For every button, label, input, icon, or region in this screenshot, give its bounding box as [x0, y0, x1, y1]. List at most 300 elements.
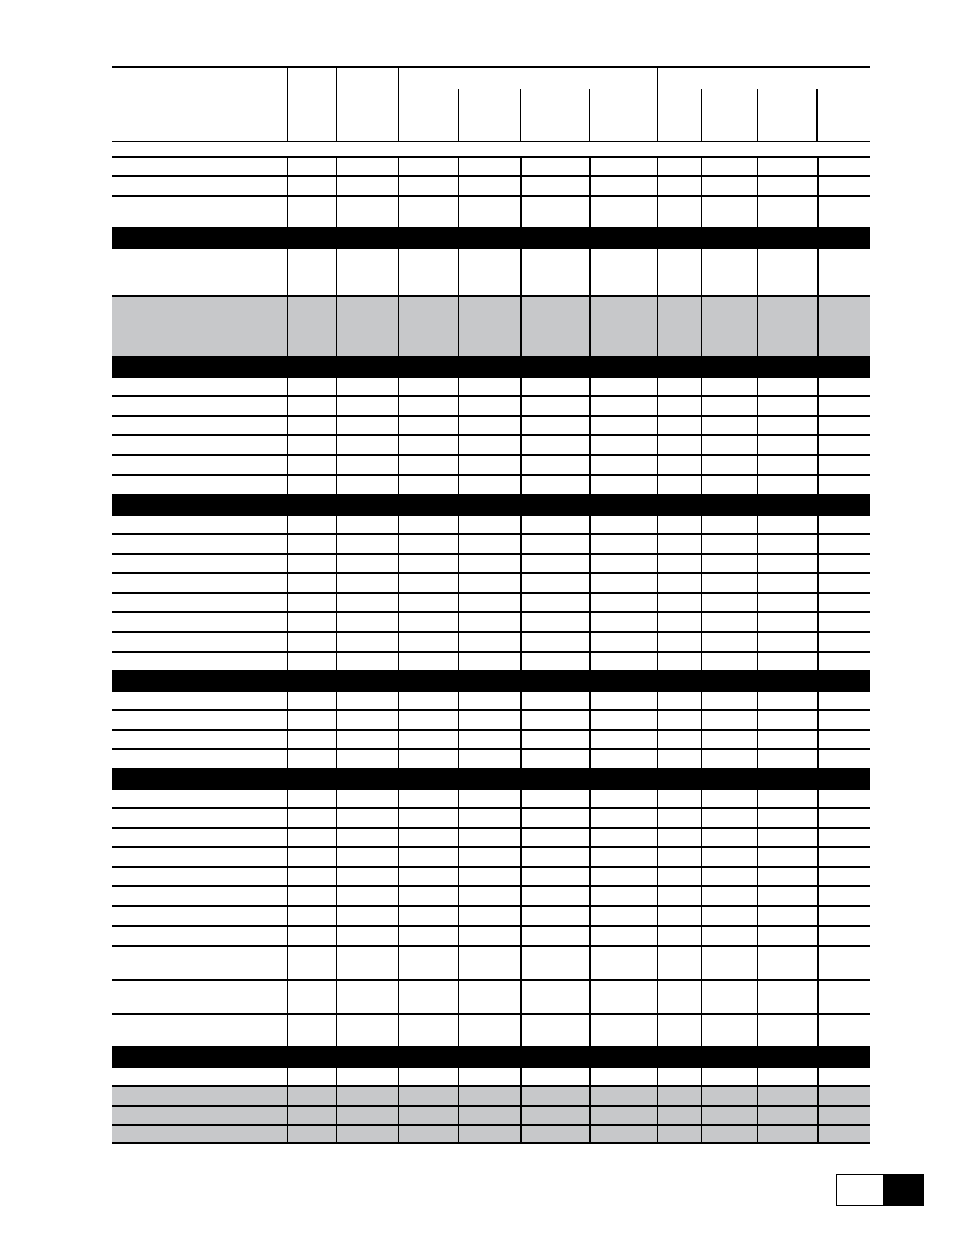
cell-divider: [657, 611, 658, 631]
cell-divider: [398, 514, 399, 533]
cell-divider: [336, 376, 337, 395]
cell-divider: [458, 295, 459, 356]
cell-divider: [701, 247, 702, 295]
cell-divider: [398, 533, 399, 553]
cell-divider: [757, 572, 758, 592]
cell-divider: [287, 1013, 288, 1046]
cell-divider: [589, 572, 591, 592]
cell-divider: [657, 533, 658, 553]
cell-divider: [287, 474, 288, 494]
cell-divider: [589, 454, 591, 474]
cell-divider: [817, 945, 819, 979]
cell-divider: [520, 1105, 522, 1124]
cell-divider: [458, 1085, 459, 1105]
cell-divider: [589, 553, 591, 572]
cell-divider: [520, 514, 522, 533]
cell-divider: [520, 945, 522, 979]
cell-divider: [458, 611, 459, 631]
cell-divider: [817, 690, 819, 709]
cell-divider: [657, 709, 658, 729]
cell-divider: [336, 1066, 337, 1085]
cell-divider: [398, 748, 399, 768]
cell-divider: [287, 1105, 288, 1124]
cell-divider: [398, 631, 399, 651]
cell-divider: [757, 709, 758, 729]
cell-divider: [287, 247, 288, 295]
cell-divider: [589, 295, 591, 356]
cell-divider: [757, 925, 758, 945]
cell-divider: [757, 651, 758, 670]
cell-divider: [458, 395, 459, 415]
cell-divider: [657, 1013, 658, 1046]
cell-divider: [817, 866, 819, 885]
cell-divider: [398, 885, 399, 905]
cell-divider: [657, 592, 658, 611]
cell-divider: [336, 533, 337, 553]
cell-divider: [589, 247, 591, 295]
cell-divider: [817, 651, 819, 670]
cell-divider: [398, 247, 399, 295]
cell-divider: [398, 572, 399, 592]
cell-divider: [589, 631, 591, 651]
cell-divider: [657, 1105, 658, 1124]
cell-divider: [817, 195, 819, 227]
cell-divider: [589, 156, 591, 175]
cell-divider: [287, 592, 288, 611]
cell-divider: [657, 925, 658, 945]
cell-divider: [287, 1124, 288, 1143]
page-number-tab: [836, 1174, 924, 1206]
cell-divider: [817, 533, 819, 553]
cell-divider: [458, 195, 459, 227]
cell-divider: [336, 788, 337, 807]
cell-divider: [336, 827, 337, 846]
cell-divider: [398, 1124, 399, 1143]
cell-divider: [589, 1066, 591, 1085]
cell-divider: [757, 905, 758, 925]
cell-divider: [757, 376, 758, 395]
cell-divider: [398, 690, 399, 709]
cell-divider: [458, 592, 459, 611]
section-header-band: [112, 356, 870, 376]
cell-divider: [458, 631, 459, 651]
cell-divider: [520, 247, 522, 295]
cell-divider: [287, 175, 288, 195]
cell-divider: [657, 395, 658, 415]
cell-divider: [589, 729, 591, 748]
cell-divider: [701, 395, 702, 415]
cell-divider: [701, 1105, 702, 1124]
cell-divider: [520, 827, 522, 846]
cell-divider: [701, 415, 702, 434]
cell-divider: [287, 807, 288, 827]
cell-divider: [657, 572, 658, 592]
cell-divider: [458, 533, 459, 553]
cell-divider: [520, 631, 522, 651]
cell-divider: [701, 729, 702, 748]
cell-divider: [287, 729, 288, 748]
cell-divider: [701, 807, 702, 827]
cell-divider: [520, 729, 522, 748]
cell-divider: [458, 572, 459, 592]
cell-divider: [757, 1085, 758, 1105]
cell-divider: [757, 553, 758, 572]
cell-divider: [520, 415, 522, 434]
cell-divider: [589, 195, 591, 227]
cell-divider: [458, 474, 459, 494]
cell-divider: [458, 156, 459, 175]
cell-divider: [520, 846, 522, 866]
cell-divider: [589, 1124, 591, 1143]
cell-divider: [520, 1066, 522, 1085]
cell-divider: [458, 247, 459, 295]
cell-divider: [458, 1105, 459, 1124]
cell-divider: [336, 945, 337, 979]
cell-divider: [701, 175, 702, 195]
cell-divider: [657, 690, 658, 709]
cell-divider: [458, 553, 459, 572]
cell-divider: [336, 295, 337, 356]
cell-divider: [757, 945, 758, 979]
cell-divider: [589, 905, 591, 925]
cell-divider: [336, 729, 337, 748]
cell-divider: [520, 156, 522, 175]
cell-divider: [817, 1085, 819, 1105]
cell-divider: [398, 807, 399, 827]
cell-divider: [589, 533, 591, 553]
cell-divider: [336, 651, 337, 670]
cell-divider: [701, 945, 702, 979]
cell-divider: [458, 651, 459, 670]
cell-divider: [589, 827, 591, 846]
cell-divider: [336, 572, 337, 592]
cell-divider: [458, 866, 459, 885]
cell-divider: [520, 709, 522, 729]
cell-divider: [520, 788, 522, 807]
cell-divider: [520, 866, 522, 885]
cell-divider: [757, 1066, 758, 1085]
cell-divider: [336, 395, 337, 415]
cell-divider: [701, 1124, 702, 1143]
cell-divider: [757, 592, 758, 611]
cell-divider: [336, 156, 337, 175]
cell-divider: [589, 592, 591, 611]
cell-divider: [287, 395, 288, 415]
cell-divider: [398, 729, 399, 748]
cell-divider: [287, 195, 288, 227]
cell-divider: [398, 945, 399, 979]
cell-divider: [817, 611, 819, 631]
cell-divider: [398, 827, 399, 846]
cell-divider: [336, 553, 337, 572]
cell-divider: [701, 788, 702, 807]
header-subcol-divider-bold: [816, 89, 818, 142]
cell-divider: [398, 846, 399, 866]
cell-divider: [757, 866, 758, 885]
section-header-band: [112, 670, 870, 690]
cell-divider: [520, 690, 522, 709]
cell-divider: [657, 807, 658, 827]
cell-divider: [458, 885, 459, 905]
cell-divider: [817, 846, 819, 866]
cell-divider: [701, 514, 702, 533]
cell-divider: [520, 572, 522, 592]
cell-divider: [336, 979, 337, 1013]
cell-divider: [287, 1085, 288, 1105]
cell-divider: [817, 807, 819, 827]
cell-divider: [757, 1124, 758, 1143]
cell-divider: [458, 905, 459, 925]
cell-divider: [336, 175, 337, 195]
cell-divider: [287, 631, 288, 651]
cell-divider: [817, 592, 819, 611]
cell-divider: [657, 945, 658, 979]
cell-divider: [657, 175, 658, 195]
cell-divider: [398, 156, 399, 175]
cell-divider: [757, 788, 758, 807]
cell-divider: [287, 885, 288, 905]
cell-divider: [287, 827, 288, 846]
cell-divider: [520, 611, 522, 631]
cell-divider: [589, 1013, 591, 1046]
cell-divider: [817, 175, 819, 195]
cell-divider: [701, 592, 702, 611]
cell-divider: [757, 611, 758, 631]
cell-divider: [458, 788, 459, 807]
cell-divider: [336, 925, 337, 945]
cell-divider: [458, 175, 459, 195]
cell-divider: [757, 474, 758, 494]
cell-divider: [520, 1013, 522, 1046]
cell-divider: [520, 1085, 522, 1105]
cell-divider: [757, 295, 758, 356]
cell-divider: [817, 1105, 819, 1124]
cell-divider: [589, 866, 591, 885]
cell-divider: [336, 474, 337, 494]
cell-divider: [520, 807, 522, 827]
cell-divider: [701, 1013, 702, 1046]
cell-divider: [701, 376, 702, 395]
cell-divider: [520, 905, 522, 925]
cell-divider: [589, 748, 591, 768]
cell-divider: [458, 979, 459, 1013]
cell-divider: [458, 846, 459, 866]
cell-divider: [458, 748, 459, 768]
cell-divider: [398, 376, 399, 395]
cell-divider: [757, 827, 758, 846]
cell-divider: [336, 1013, 337, 1046]
cell-divider: [398, 979, 399, 1013]
cell-divider: [757, 514, 758, 533]
header-col-divider: [336, 67, 337, 142]
cell-divider: [336, 415, 337, 434]
cell-divider: [458, 690, 459, 709]
cell-divider: [398, 553, 399, 572]
cell-divider: [398, 1066, 399, 1085]
header-col-divider: [657, 67, 658, 142]
cell-divider: [757, 533, 758, 553]
cell-divider: [287, 690, 288, 709]
cell-divider: [657, 156, 658, 175]
cell-divider: [336, 709, 337, 729]
cell-divider: [817, 395, 819, 415]
cell-divider: [701, 866, 702, 885]
cell-divider: [287, 788, 288, 807]
cell-divider: [701, 1066, 702, 1085]
cell-divider: [398, 454, 399, 474]
header-col-divider: [287, 67, 288, 142]
cell-divider: [589, 376, 591, 395]
cell-divider: [657, 195, 658, 227]
cell-divider: [458, 415, 459, 434]
cell-divider: [701, 1085, 702, 1105]
cell-divider: [336, 846, 337, 866]
header-subcol-divider: [458, 89, 459, 142]
cell-divider: [336, 514, 337, 533]
cell-divider: [701, 553, 702, 572]
cell-divider: [398, 1105, 399, 1124]
cell-divider: [287, 376, 288, 395]
cell-divider: [817, 788, 819, 807]
cell-divider: [398, 395, 399, 415]
cell-divider: [657, 553, 658, 572]
cell-divider: [757, 454, 758, 474]
cell-divider: [520, 175, 522, 195]
cell-divider: [336, 195, 337, 227]
cell-divider: [657, 295, 658, 356]
cell-divider: [398, 1085, 399, 1105]
cell-divider: [701, 846, 702, 866]
cell-divider: [287, 514, 288, 533]
cell-divider: [336, 1124, 337, 1143]
cell-divider: [817, 376, 819, 395]
cell-divider: [336, 866, 337, 885]
cell-divider: [589, 514, 591, 533]
cell-divider: [398, 195, 399, 227]
cell-divider: [657, 1066, 658, 1085]
cell-divider: [817, 729, 819, 748]
cell-divider: [398, 611, 399, 631]
cell-divider: [701, 651, 702, 670]
cell-divider: [757, 979, 758, 1013]
header-subcol-divider: [589, 89, 590, 142]
cell-divider: [757, 748, 758, 768]
cell-divider: [287, 846, 288, 866]
cell-divider: [458, 376, 459, 395]
cell-divider: [336, 885, 337, 905]
cell-divider: [817, 631, 819, 651]
cell-divider: [757, 156, 758, 175]
cell-divider: [701, 474, 702, 494]
cell-divider: [398, 866, 399, 885]
cell-divider: [287, 454, 288, 474]
cell-divider: [589, 434, 591, 454]
cell-divider: [757, 434, 758, 454]
cell-divider: [336, 592, 337, 611]
cell-divider: [336, 748, 337, 768]
cell-divider: [520, 295, 522, 356]
cell-divider: [287, 434, 288, 454]
cell-divider: [336, 631, 337, 651]
section-header-band: [112, 1046, 870, 1066]
cell-divider: [817, 434, 819, 454]
cell-divider: [336, 611, 337, 631]
cell-divider: [817, 1066, 819, 1085]
cell-divider: [336, 807, 337, 827]
cell-divider: [657, 474, 658, 494]
cell-divider: [336, 1085, 337, 1105]
cell-divider: [817, 885, 819, 905]
cell-divider: [287, 979, 288, 1013]
cell-divider: [287, 748, 288, 768]
cell-divider: [287, 572, 288, 592]
cell-divider: [287, 905, 288, 925]
cell-divider: [398, 474, 399, 494]
cell-divider: [520, 395, 522, 415]
cell-divider: [287, 925, 288, 945]
section-header-band: [112, 227, 870, 247]
cell-divider: [589, 1105, 591, 1124]
cell-divider: [287, 611, 288, 631]
cell-divider: [458, 827, 459, 846]
cell-divider: [817, 827, 819, 846]
cell-divider: [657, 1124, 658, 1143]
header-subcol-divider: [520, 89, 521, 142]
cell-divider: [520, 195, 522, 227]
cell-divider: [520, 434, 522, 454]
cell-divider: [458, 1066, 459, 1085]
cell-divider: [458, 925, 459, 945]
cell-divider: [817, 295, 819, 356]
cell-divider: [287, 651, 288, 670]
cell-divider: [520, 1124, 522, 1143]
cell-divider: [520, 454, 522, 474]
cell-divider: [657, 631, 658, 651]
cell-divider: [458, 807, 459, 827]
cell-divider: [336, 454, 337, 474]
cell-divider: [336, 690, 337, 709]
cell-divider: [701, 195, 702, 227]
cell-divider: [701, 434, 702, 454]
cell-divider: [520, 553, 522, 572]
cell-divider: [287, 1066, 288, 1085]
cell-divider: [336, 905, 337, 925]
cell-divider: [336, 434, 337, 454]
cell-divider: [657, 415, 658, 434]
cell-divider: [589, 979, 591, 1013]
cell-divider: [657, 729, 658, 748]
cell-divider: [589, 690, 591, 709]
cell-divider: [398, 709, 399, 729]
cell-divider: [398, 905, 399, 925]
table-bottom-rule: [112, 1142, 870, 1144]
cell-divider: [757, 1105, 758, 1124]
cell-divider: [520, 651, 522, 670]
cell-divider: [589, 807, 591, 827]
cell-divider: [701, 572, 702, 592]
cell-divider: [701, 979, 702, 1013]
cell-divider: [398, 925, 399, 945]
cell-divider: [657, 788, 658, 807]
cell-divider: [657, 866, 658, 885]
cell-divider: [757, 846, 758, 866]
cell-divider: [757, 415, 758, 434]
cell-divider: [589, 474, 591, 494]
section-header-band: [112, 768, 870, 788]
cell-divider: [817, 709, 819, 729]
cell-divider: [817, 454, 819, 474]
cell-divider: [657, 846, 658, 866]
